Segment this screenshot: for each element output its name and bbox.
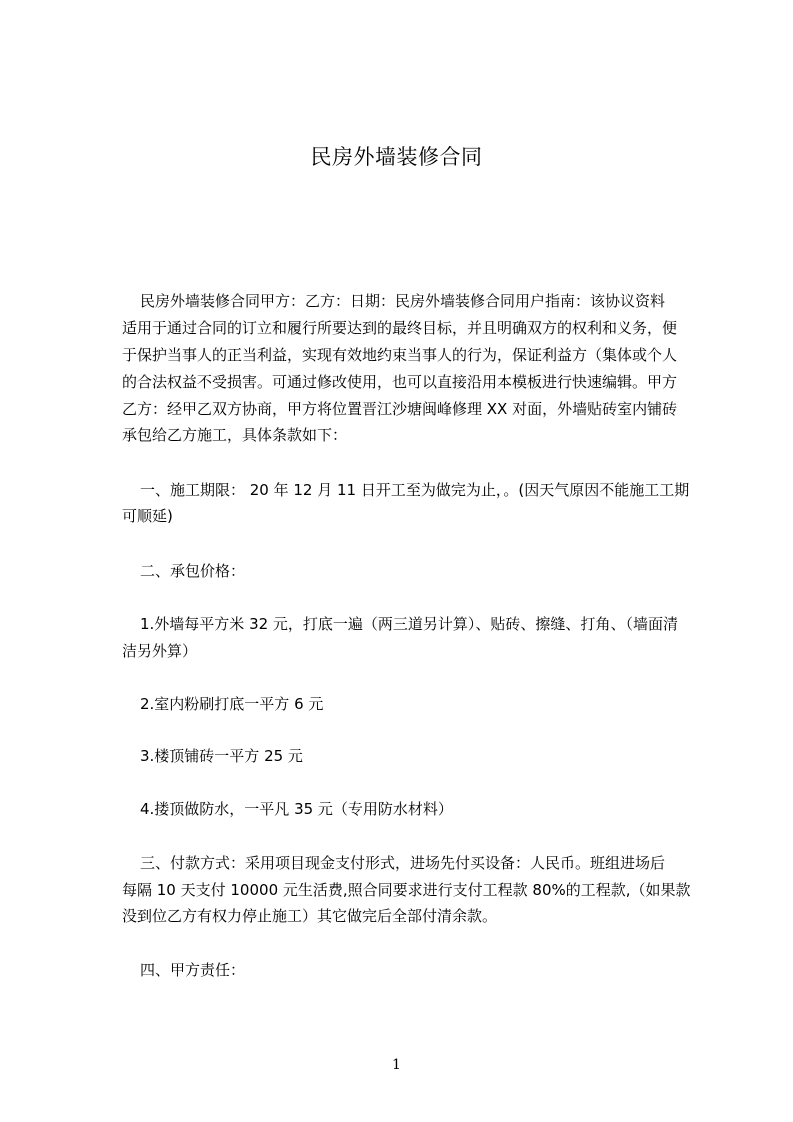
intro-line-1: 民房外墙装修合同甲方：乙方：日期：民房外墙装修合同用户指南：该协议资料	[140, 292, 666, 310]
intro-line-4: 的合法权益不受损害。可通过修改使用，也可以直接沿用本模板进行快速编辑。甲方	[122, 373, 678, 391]
section3-line-2: 每隔 10 天支付 10000 元生活费,照合同要求进行支付工程款 80%的工程款,（如果款	[122, 881, 691, 899]
price-item-4: 4.搂顶做防水，一平凡 35 元（专用防水材料）	[140, 800, 453, 818]
price-item-1-line-2: 洁另外算）	[122, 642, 198, 660]
section3-line-1: 三、付款方式：采用项目现金支付形式，进场先付买设备：人民币。班组进场后	[140, 854, 666, 872]
intro-line-3: 于保护当事人的正当利益，实现有效地约束当事人的行为，保证利益方（集体或个人	[122, 346, 678, 364]
intro-line-6: 承包给乙方施工，具体条款如下：	[122, 426, 348, 444]
intro-line-2: 适用于通过合同的订立和履行所要达到的最终目标，并且明确双方的权利和义务，便	[122, 319, 678, 337]
page-number: 1	[392, 1057, 401, 1073]
section1-line-2: 可顺延)	[122, 507, 173, 525]
section3-line-3: 没到位乙方有权力停止施工）其它做完后全部付清余款。	[122, 907, 498, 925]
price-item-3: 3.楼顶铺砖一平方 25 元	[140, 747, 303, 765]
section4-heading: 四、甲方责任：	[140, 961, 246, 979]
price-item-2: 2.室内粉刷打底一平方 6 元	[140, 695, 324, 713]
section1-line-1: 一、施工期限： 20 年 12 月 11 日开工至为做完为止，。(因天气原因不能施工工期	[140, 481, 690, 499]
price-item-1-line-1: 1.外墙每平方米 32 元，打底一遍（两三道另计算）、贴砖、擦缝、打角、（墙面清	[140, 615, 678, 633]
document-title: 民房外墙装修合同	[310, 145, 483, 169]
intro-line-5: 乙方：经甲乙双方协商，甲方将位置晋江沙塘闽峰修理 XX 对面，外墙贴砖室内铺砖	[122, 400, 678, 418]
section2-heading: 二、承包价格：	[140, 562, 246, 580]
